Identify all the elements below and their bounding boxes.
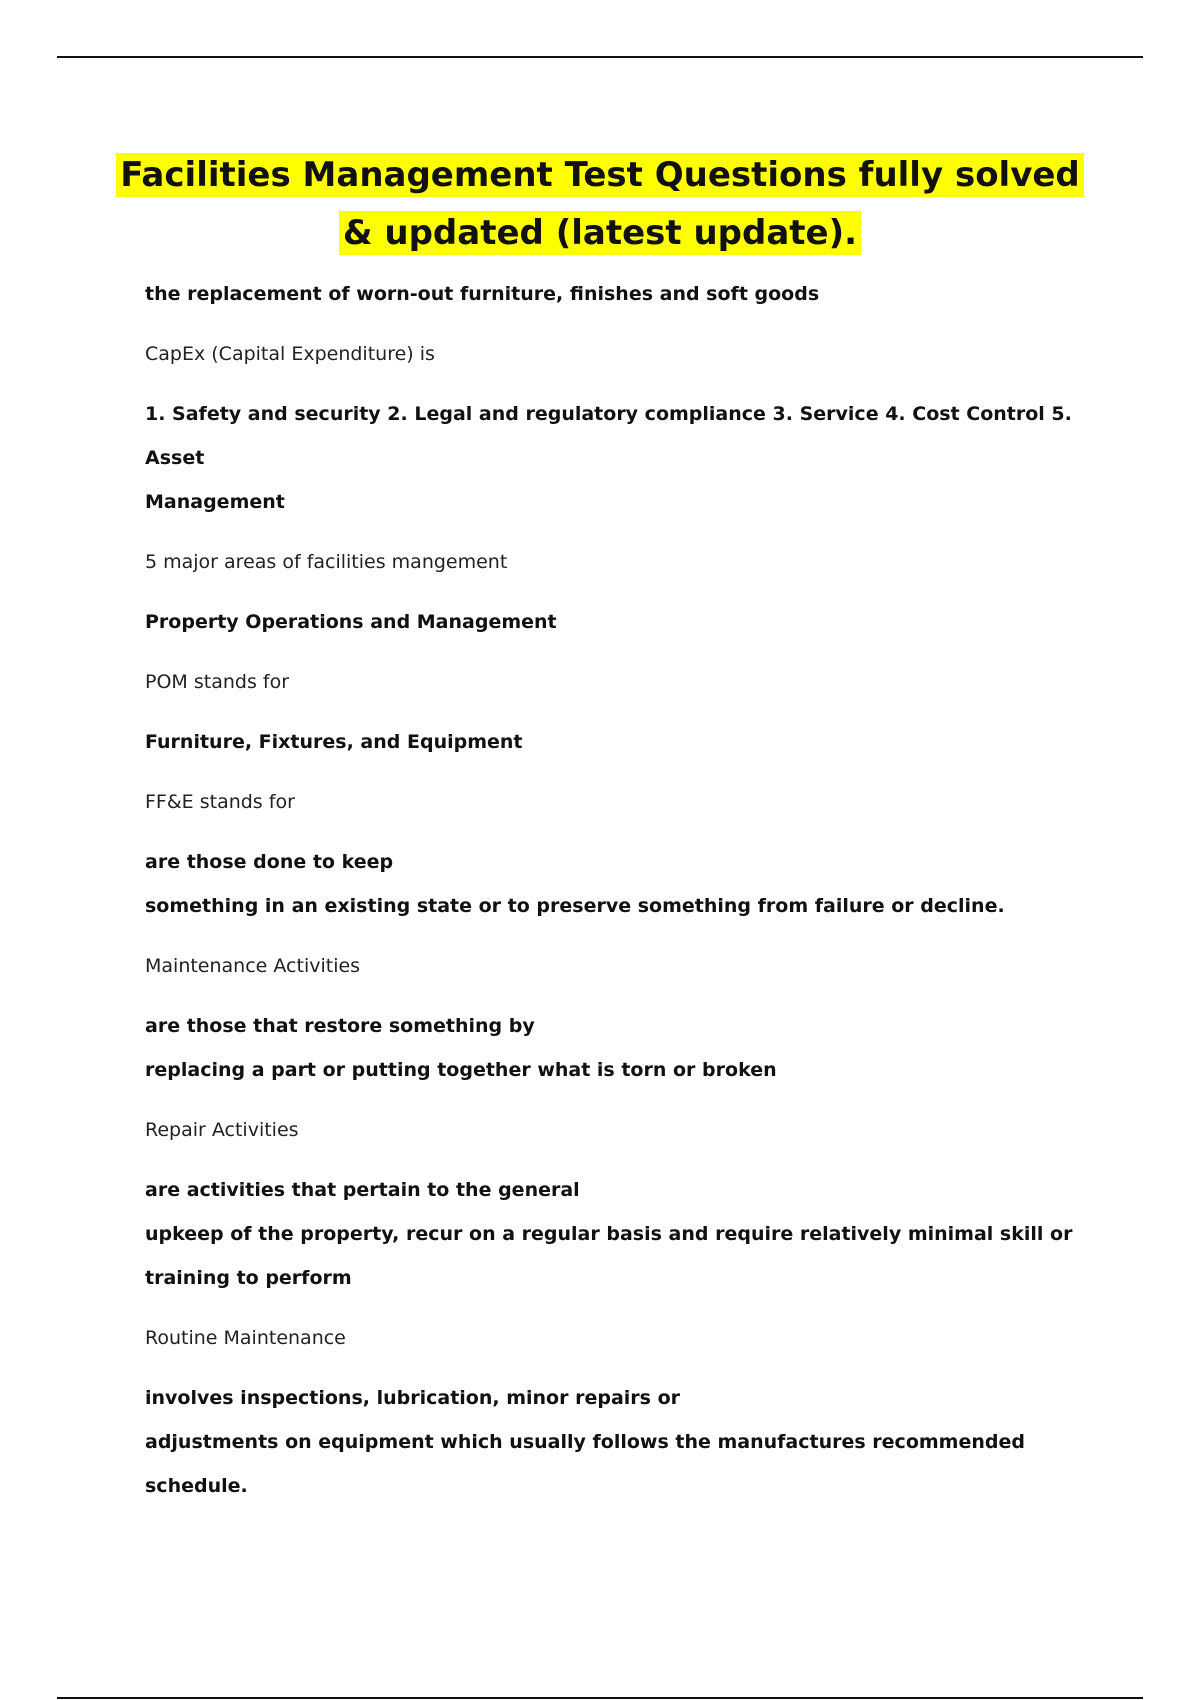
question-term: Maintenance Activities xyxy=(145,955,361,977)
answer-line: are those done to keep xyxy=(145,851,394,873)
answer-line: are those that restore something by xyxy=(145,1015,535,1037)
answer-line: upkeep of the property, recur on a regular basis and require relatively minimal skill or xyxy=(145,1223,1073,1245)
qa-item xyxy=(145,272,1095,376)
answer-line: Property Operations and Management xyxy=(145,611,557,633)
answer-line: Management xyxy=(145,491,285,513)
qa-item xyxy=(145,1376,1095,1508)
question-term: Repair Activities xyxy=(145,1119,299,1141)
answer-line: the replacement of worn-out furniture, finishes and soft goods xyxy=(145,283,820,305)
question-term: POM stands for xyxy=(145,671,290,693)
footer-rule xyxy=(57,1697,1143,1699)
question-term: CapEx (Capital Expenditure) is xyxy=(145,343,435,365)
answer-line: something in an existing state or to preserve something from failure or decline. xyxy=(145,895,1005,917)
answer-line: replacing a part or putting together what is torn or broken xyxy=(145,1059,777,1081)
qa-item xyxy=(145,720,1095,824)
qa-item xyxy=(145,600,1095,704)
answer-line: are activities that pertain to the general xyxy=(145,1179,580,1201)
answer-text xyxy=(145,1376,1095,1508)
answer-text xyxy=(145,392,1095,524)
answer-line: involves inspections, lubrication, minor repairs or xyxy=(145,1387,680,1409)
question-term: FF&E stands for xyxy=(145,791,295,813)
qa-list xyxy=(145,272,1095,1508)
answer-text xyxy=(145,272,1095,316)
answer-line: 1. Safety and security 2. Legal and regulatory compliance 3. Service 4. Cost Control 5. Asset xyxy=(145,403,1072,469)
question-term: 5 major areas of facilities mangement xyxy=(145,551,508,573)
answer-text xyxy=(145,1168,1095,1300)
qa-item xyxy=(145,1168,1095,1360)
answer-text xyxy=(145,720,1095,764)
qa-item xyxy=(145,392,1095,584)
answer-line: adjustments on equipment which usually follows the manufactures recommended schedule. xyxy=(145,1431,1025,1497)
title-line-2: & updated (latest update). xyxy=(339,211,861,255)
answer-text xyxy=(145,1004,1095,1092)
answer-line: training to perform xyxy=(145,1267,352,1289)
header-rule xyxy=(57,56,1143,58)
title-line-1: Facilities Management Test Questions fully solved xyxy=(116,153,1084,197)
answer-text xyxy=(145,600,1095,644)
question-term: Routine Maintenance xyxy=(145,1327,346,1349)
answer-line: Furniture, Fixtures, and Equipment xyxy=(145,731,523,753)
qa-item xyxy=(145,840,1095,988)
document-title xyxy=(60,146,1140,262)
answer-text xyxy=(145,840,1095,928)
qa-item xyxy=(145,1004,1095,1152)
